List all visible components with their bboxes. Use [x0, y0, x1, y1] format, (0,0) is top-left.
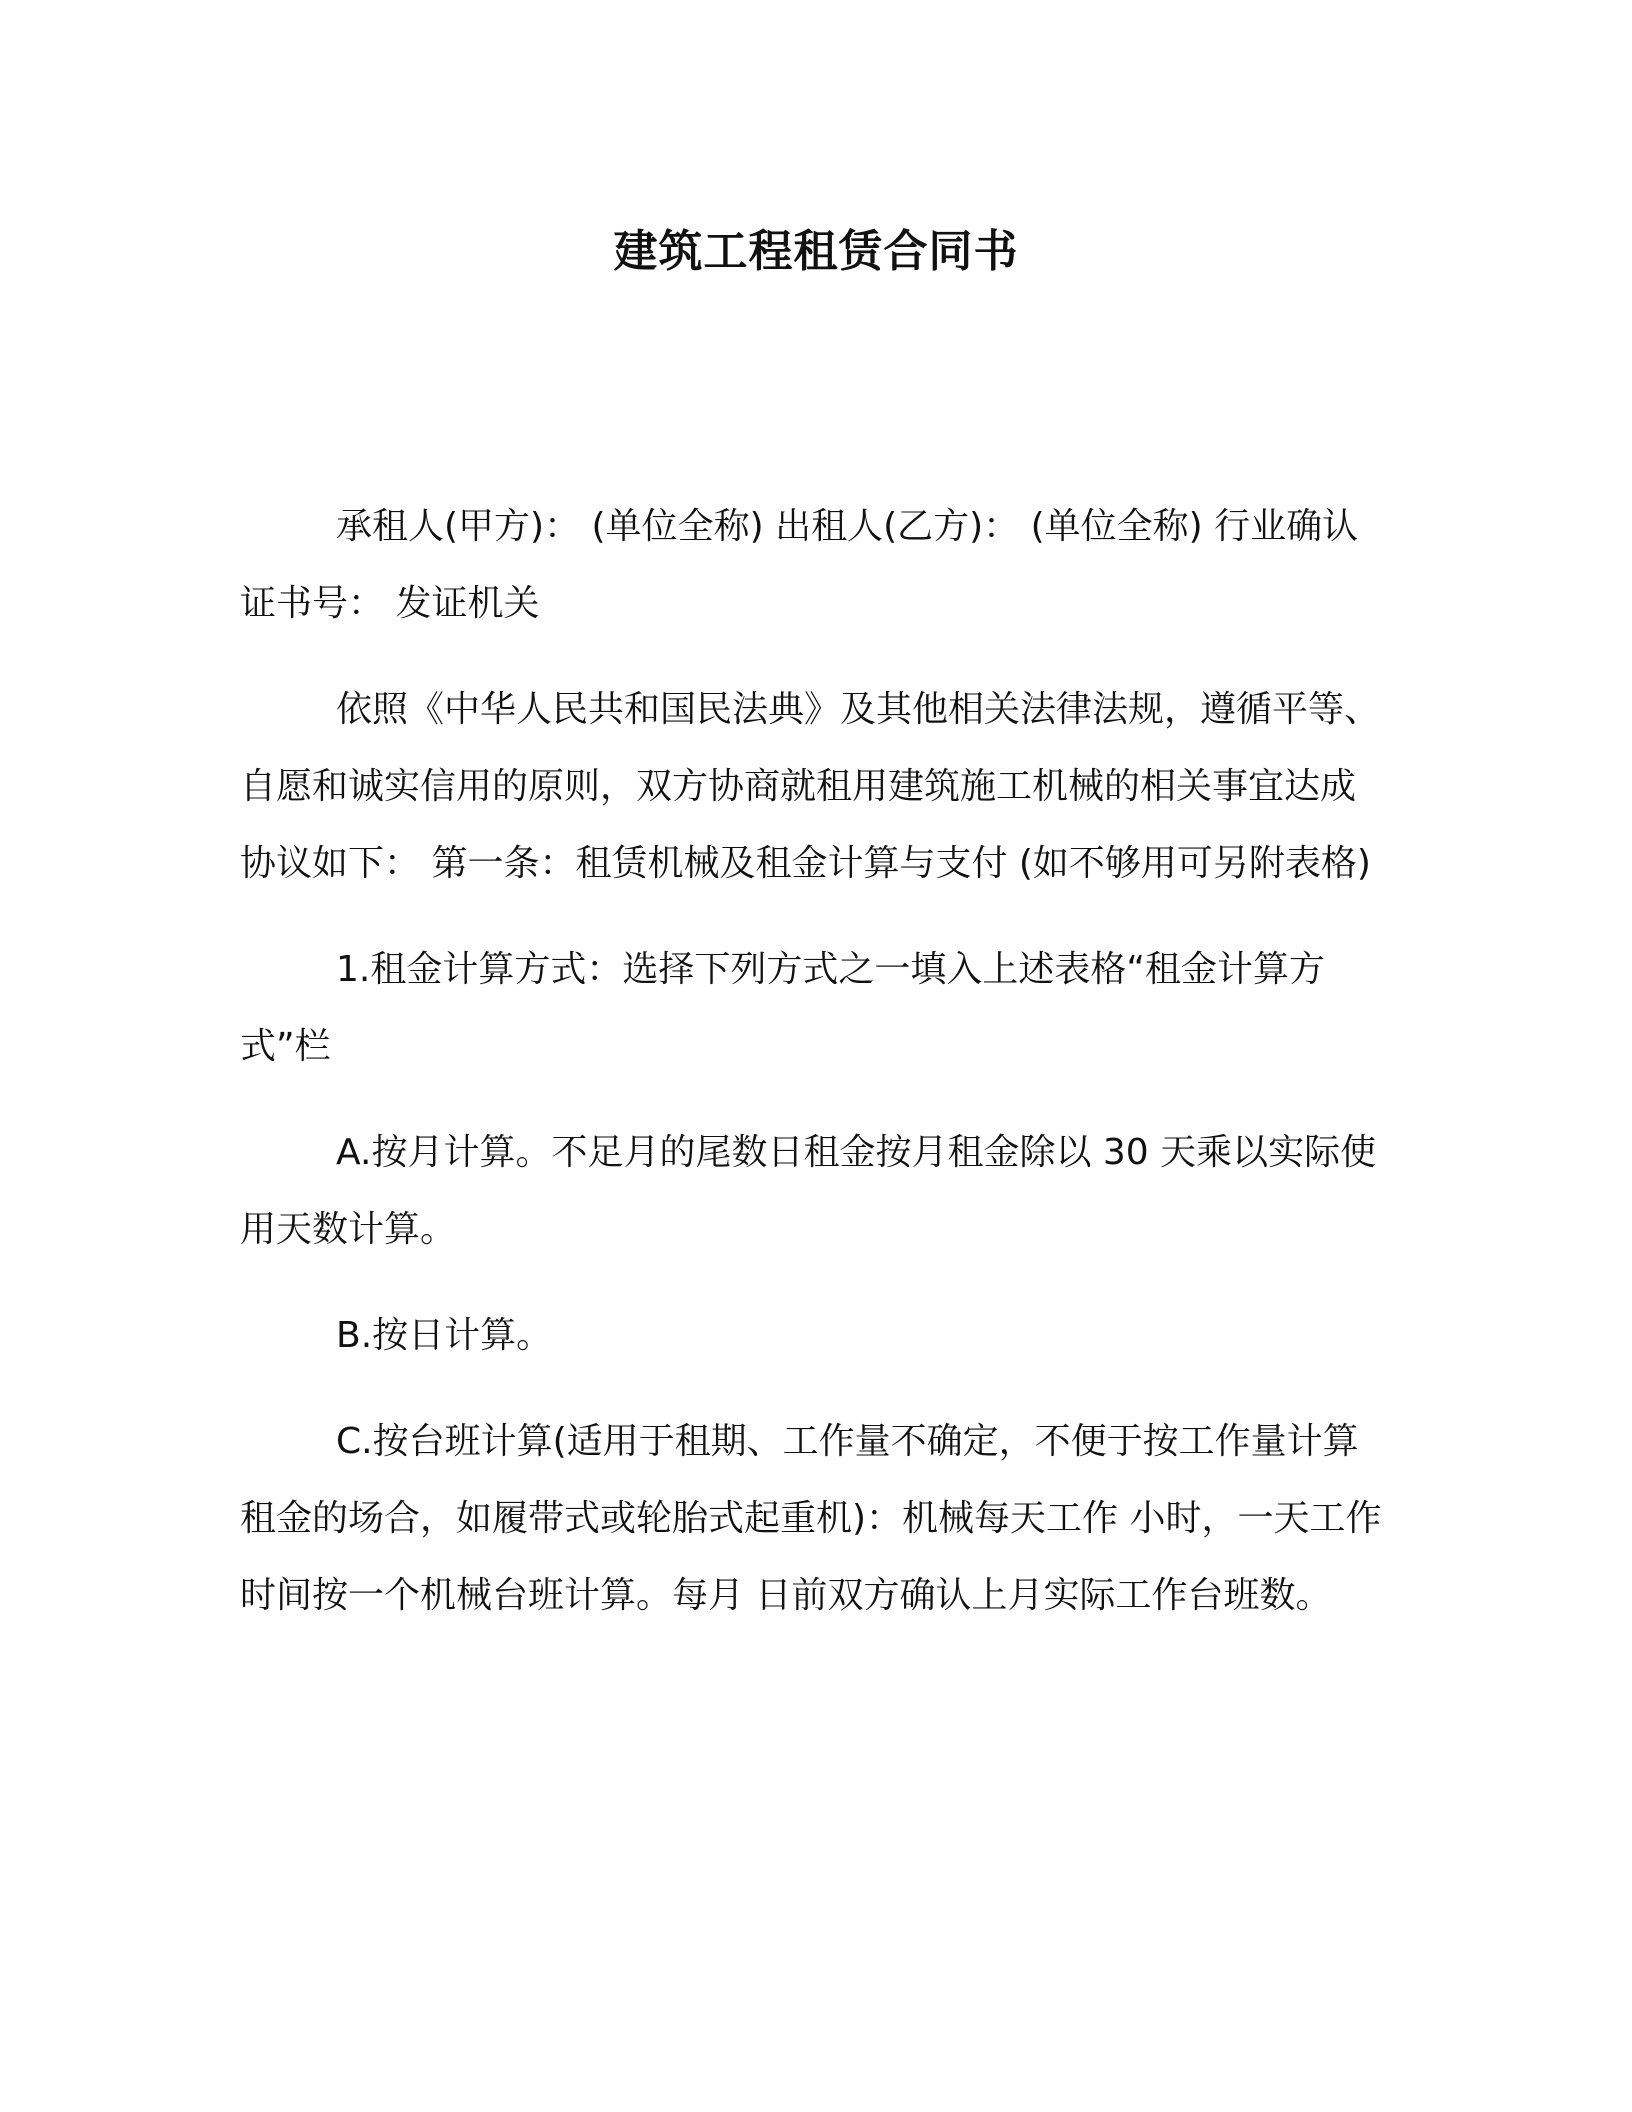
paragraph-legal-basis: 依照《中华人民共和国民法典》及其他相关法律法规，遵循平等、自愿和诚实信用的原则，双方协商就租用建筑施工机械的相关事宜达成协议如下： 第一条：租赁机械及租金计算与支付 (如不够用可另附表格) — [240, 689, 1381, 884]
document-title: 建筑工程租赁合同书 — [613, 226, 1019, 277]
paragraph-option-a: A.按月计算。不足月的尾数日租金按月租金除以 30 天乘以实际使用天数计算。 — [240, 1132, 1377, 1250]
paragraph-parties: 承租人(甲方)： (单位全称) 出租人(乙方)： (单位全称) 行业确认证书号： 发证机关 — [240, 506, 1359, 624]
document-body — [240, 488, 1388, 1663]
paragraph-rent-method: 1.租金计算方式：选择下列方式之一填入上述表格“租金计算方式”栏 — [240, 949, 1325, 1067]
paragraph-option-c: C.按台班计算(适用于租期、工作量不确定，不便于按工作量计算租金的场合，如履带式或轮胎式起重机)：机械每天工作 小时，一天工作时间按一个机械台班计算。每月 日前双方确认上月实际工作台班数。 — [240, 1421, 1382, 1616]
paragraph-option-b: B.按日计算。 — [336, 1315, 553, 1356]
